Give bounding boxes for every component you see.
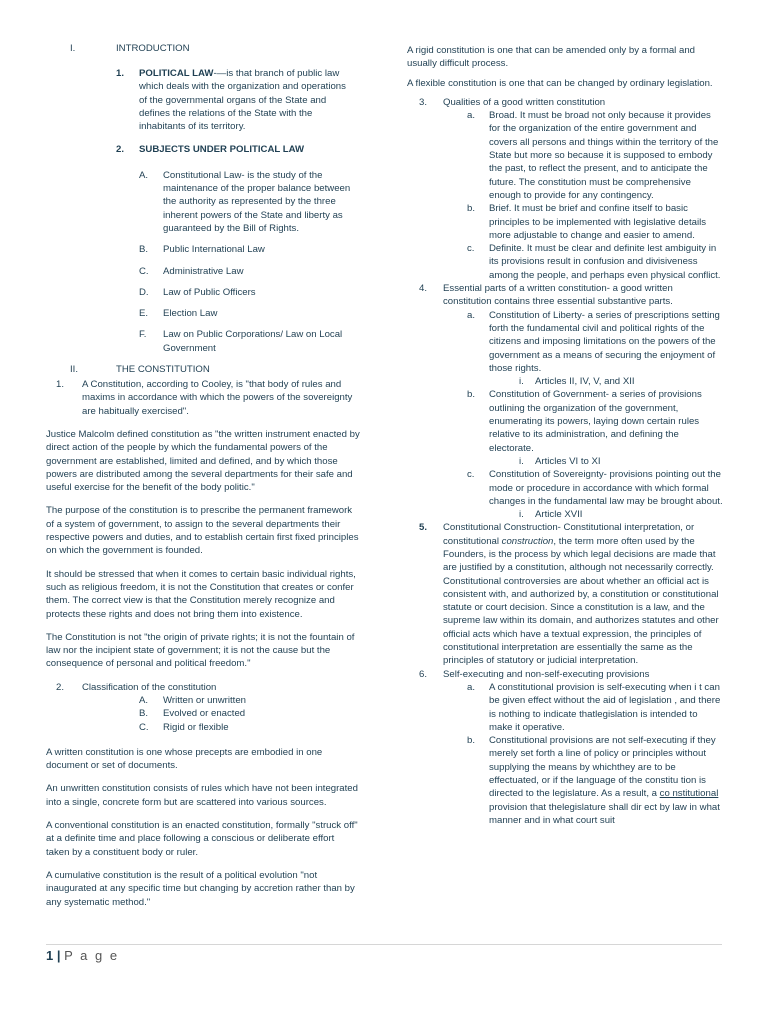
classification-text: Rigid or flexible xyxy=(163,721,229,733)
part-sub-mark: i. xyxy=(519,376,524,388)
item-number: 5. xyxy=(419,522,428,534)
part-subitem xyxy=(407,375,723,388)
subject-text: Election Law xyxy=(163,308,218,320)
cooley-definition xyxy=(46,378,354,418)
exec-text-b: provision that thelegislature shall dir ect by law in what manner and in what court suit xyxy=(489,801,720,826)
item-number: 6. xyxy=(419,668,428,680)
part-sub-text: Article XVII xyxy=(535,509,583,521)
quality-text: Brief. It must be brief and confine itself to basic principles to be implemented with legislative details more adjustable to change and easier to amend. xyxy=(489,203,707,241)
quality-mark: c. xyxy=(467,243,475,255)
quality-mark: b. xyxy=(467,203,476,215)
paragraph: A written constitution is one whose precepts are embodied in one document or set of documents. xyxy=(46,746,323,772)
section-title: INTRODUCTION xyxy=(116,43,190,54)
subject-item xyxy=(46,328,355,355)
subjects-heading xyxy=(46,143,360,156)
subject-mark: F. xyxy=(139,329,147,341)
part-sub-text: Articles VI to XI xyxy=(535,455,601,467)
political-law-definition: -—is that branch of public law which deals with the organization and operations of the governmental organs of the State and defines the relations of the State with the inhabitants of its territory. xyxy=(139,68,346,133)
item-number: 2. xyxy=(56,681,65,693)
section-introduction xyxy=(46,42,360,55)
quality-item xyxy=(407,242,723,282)
classification-item xyxy=(46,721,360,734)
paragraph: A rigid constitution is one that can be amended only by a formal and usually difficult process. xyxy=(407,45,695,70)
page-number: 1 xyxy=(46,948,54,963)
quality-mark: a. xyxy=(467,110,476,122)
essential-parts-heading xyxy=(407,282,723,309)
part-text: Constitution of Sovereignty- provisions pointing out the mode or procedure in accordance with which formal changes in the fundamental law may be brought about. xyxy=(489,469,723,507)
item-number: 1. xyxy=(56,379,65,391)
subject-text: Constitutional Law- is the study of the maintenance of the proper balance between the authority as represented by the three inherent powers of the State and liberty as guaranteed by the Bill of Rights. xyxy=(163,169,351,234)
construction-text-b: , the term more often used by the Founders, is the process by which legal decisions are made that are justified by a constitution, although not necessarily correctly. Constitutional controversies are about whether an official act is consistent with, and authorized by, a constitution or constitutional statute or court decision. Since a constitution is a law, and the supreme law within its domain, and authorizes statutes and other official acts which have a textual expression, the principles of constitutional interpretation are essentially the same as the principles of statutory or judicial interpretation. xyxy=(443,535,719,667)
qualities-heading xyxy=(407,96,723,109)
part-text: Constitution of Liberty- a series of prescriptions setting forth the fundamental civil and political rights of the citizens and imposing limitations on the powers of the government as a means of securing the enjoyment of those rights. xyxy=(489,309,720,374)
essential-parts-title: Essential parts of a written constitution- a good written constitution contains three essential substantive parts. xyxy=(443,283,673,308)
item-number: 1. xyxy=(116,68,125,79)
construction-emphasis: construction xyxy=(501,535,554,547)
qualities-title: Qualities of a good written constitution xyxy=(443,96,606,108)
subject-item xyxy=(46,265,355,278)
item-number: 3. xyxy=(419,96,428,108)
subject-text: Administrative Law xyxy=(163,265,244,277)
self-executing-heading xyxy=(407,668,723,681)
part-subitem xyxy=(407,455,723,468)
subjects-title: SUBJECTS UNDER POLITICAL LAW xyxy=(139,144,305,156)
quality-text: Definite. It must be clear and definite lest ambiguity in its provisions result in confusion and divisiveness among the people, and perhaps even physical conflict. xyxy=(489,243,721,281)
subject-mark: C. xyxy=(139,265,149,277)
exec-text: A constitutional provision is self-executing when i t can be given effect without the aid of legislation , and there is nothing to indicate thatlegislation is intended to make it operative. xyxy=(489,681,721,733)
page-separator: | xyxy=(56,948,61,963)
subject-item xyxy=(46,169,355,235)
section-title: THE CONSTITUTION xyxy=(116,364,210,376)
quality-text: Broad. It must be broad not only because it provides for the organization of the entire government and covers all persons and things within the territory of the State but more so because it is supposed to embody the past, to reflect the present, and to anticipate the future. The constitution must be comprehensive enough to provide for any contingency. xyxy=(489,110,719,201)
part-text: Constitution of Government- a series of provisions outlining the organization of the government, enumerating its powers, laying down certain rules relative to its administration, and defining the electorate. xyxy=(489,389,702,454)
subject-text: Law on Public Corporations/ Law on Local Government xyxy=(163,329,343,354)
classification-item xyxy=(46,707,360,720)
paragraph: Justice Malcolm defined constitution as "the written instrument enacted by direct action of the people by which the fundamental powers of the government are established, limited and defined, and by which those powers are distributed among the several departments for their safe and useful exercise for the benefit of the body politic." xyxy=(46,428,360,494)
left-column xyxy=(46,42,360,919)
part-subitem xyxy=(407,508,723,521)
classification-title: Classification of the constitution xyxy=(82,681,217,693)
paragraph: A cumulative constitution is the result of a political evolution "not inaugurated at any specific time but changing by accretion rather than by any systematic method." xyxy=(46,869,355,908)
part-item xyxy=(407,388,723,454)
constitutional-link[interactable]: co nstitutional xyxy=(659,788,719,800)
quality-item xyxy=(407,109,723,202)
exec-mark: a. xyxy=(467,681,476,693)
subject-item xyxy=(46,243,355,256)
paragraph: An unwritten constitution consists of rules which have not been integrated into a single, concrete form but are scattered into various sources. xyxy=(46,783,358,808)
right-column xyxy=(407,44,723,827)
exec-mark: b. xyxy=(467,735,476,747)
classification-mark: B. xyxy=(139,708,149,720)
section-number: I. xyxy=(70,43,76,54)
classification-heading xyxy=(46,681,360,694)
paragraph: A conventional constitution is an enacted constitution, formally "struck off" at a definite time and place following a conscious or deliberate effort taken by a constituent body or ruler. xyxy=(46,820,358,858)
subject-mark: A. xyxy=(139,169,149,181)
classification-item xyxy=(46,694,360,707)
political-law-item xyxy=(46,67,353,133)
subject-text: Public International Law xyxy=(163,244,265,256)
part-sub-mark: i. xyxy=(519,455,524,467)
page-label: P a g e xyxy=(64,948,120,963)
self-executing-title: Self-executing and non-self-executing provisions xyxy=(443,668,650,680)
exec-item xyxy=(407,681,723,734)
subject-text: Law of Public Officers xyxy=(163,286,256,298)
part-sub-text: Articles II, IV, V, and XII xyxy=(535,376,635,388)
political-law-term: POLITICAL LAW xyxy=(139,68,214,79)
constitutional-construction xyxy=(407,521,723,667)
paragraph: The purpose of the constitution is to prescribe the permanent framework of a system of government, to assign to the several departments their respective powers and duties, and to establish certain first fixed principles on which the government is founded. xyxy=(46,505,359,557)
part-mark: c. xyxy=(467,469,475,481)
construction-text-a: Constitutional Construction- Constitutional interpretation, or constitutional xyxy=(443,522,695,547)
section-constitution xyxy=(46,363,360,376)
section-number: II. xyxy=(70,364,78,376)
subject-mark: D. xyxy=(139,286,149,298)
exec-text-a: Constitutional provisions are not self-executing if they merely set forth a line of policy or principles without supplying the means by whichthey are to be effectuated, or if the language of the constitu tion is directed to the legislature. As a result, a xyxy=(489,735,716,800)
subject-item xyxy=(46,307,355,320)
part-sub-mark: i. xyxy=(519,509,524,521)
part-mark: b. xyxy=(467,389,476,401)
quality-item xyxy=(407,202,723,242)
exec-item xyxy=(407,734,723,827)
classification-mark: C. xyxy=(139,721,149,733)
paragraph: The Constitution is not "the origin of private rights; it is not the fountain of law nor the incipient state of government; it is not the cause but the consequence of personal and political freedom." xyxy=(46,631,355,670)
classification-text: Evolved or enacted xyxy=(163,708,246,720)
page-footer xyxy=(46,948,119,964)
cooley-text: A Constitution, according to Cooley, is "that body of rules and maxims in accordance with which the powers of the sovereignty are habitually exercised". xyxy=(82,379,353,417)
part-item xyxy=(407,309,723,375)
item-number: 4. xyxy=(419,283,428,295)
part-item xyxy=(407,468,723,508)
paragraph: A flexible constitution is one that can be changed by ordinary legislation. xyxy=(407,77,713,89)
subject-mark: B. xyxy=(139,244,149,256)
classification-mark: A. xyxy=(139,694,149,706)
item-number: 2. xyxy=(116,144,125,156)
part-mark: a. xyxy=(467,309,476,321)
classification-text: Written or unwritten xyxy=(163,694,246,706)
paragraph: It should be stressed that when it comes to certain basic individual rights, such as religious freedom, it is not the Constitution that creates or confer them. The correct view is that the Constitution merely recognize and protects these rights and does not bring them into existence. xyxy=(46,568,356,620)
footer-divider xyxy=(46,944,722,945)
subject-mark: E. xyxy=(139,308,149,320)
subject-item xyxy=(46,286,355,299)
